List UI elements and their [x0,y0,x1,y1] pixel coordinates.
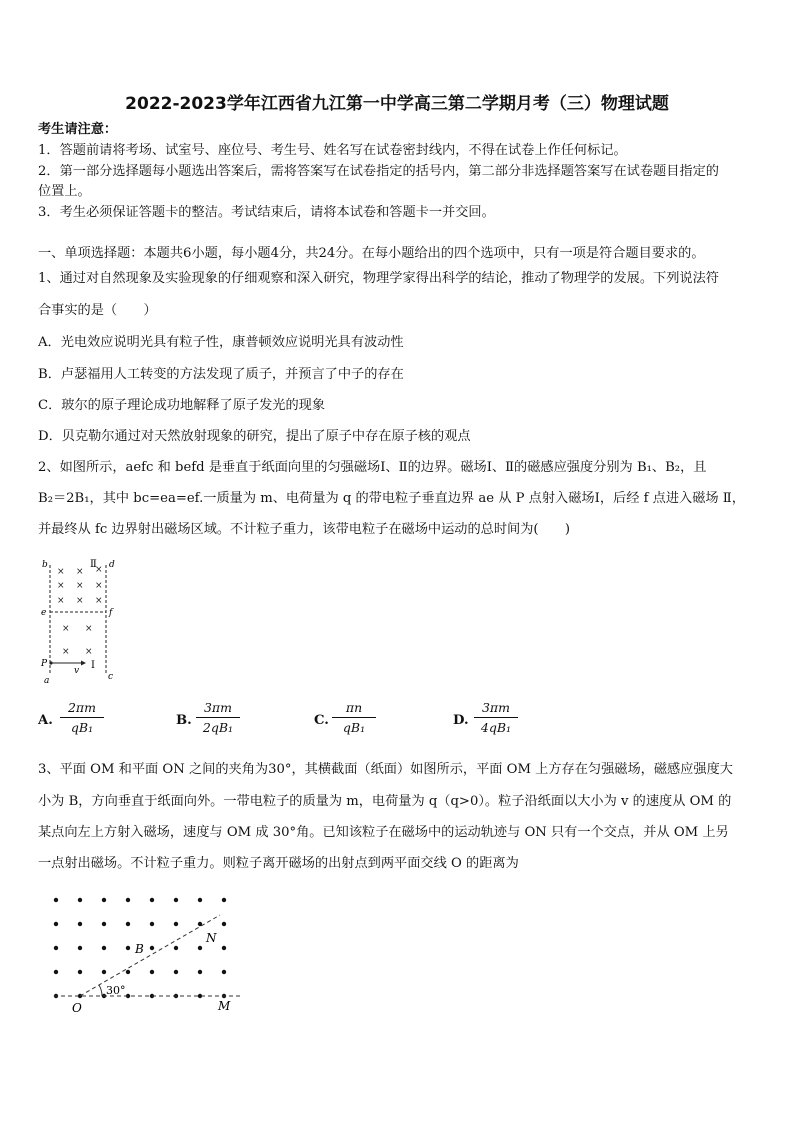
q3-stem-1: 3、平面 OM 和平面 ON 之间的夹角为30°，其横截面（纸面）如图所示，平面 OM 上方存在匀强磁场，磁感应强度大 [38,762,733,777]
q2-arrow-head [81,661,86,666]
q2-option-d-label: D. [453,713,469,728]
q2-stem-3: 并最终从 fc 边界射出磁场区域。不计粒子重力，该带电粒子在磁场中运动的总时间为( ) [38,522,571,537]
q3-field-dot [174,970,178,974]
q2-option-a-den: qB₁ [70,720,94,735]
q3-field-dot [126,946,130,950]
q1-option-b: B．卢瑟福用人工转变的方法发现了质子，并预言了中子的存在 [38,367,404,382]
q3-field-dot [222,946,226,950]
q3-stem-4: 一点射出磁场。不计粒子重力。则粒子离开磁场的出射点到两平面交线 O 的距离为 [38,856,519,871]
q3-field-dot [102,898,106,902]
q3-angle-arc [99,985,102,996]
q3-field-dot [78,898,82,902]
notice-item-3: 3．考生必须保证答题卡的整洁。考试结束后，请将本试卷和答题卡一并交回。 [38,205,495,220]
q3-field-dot [150,946,154,950]
q3-field-dot [174,946,178,950]
q3-field-dot [150,922,154,926]
q2-option-c [332,700,376,735]
q2-option-a-num: 2πm [60,700,104,718]
q1-stem-1: 1、通过对自然现象及实验现象的仔细观察和深入研究，物理学家得出科学的结论，推动了物理学的发展。下列说法符 [38,271,719,286]
notice-item-2: 2．第一部分选择题每小题选出答案后，需将答案写在试卷指定的括号内，第二部分非选择题答案写在试卷题目指定的 [38,164,719,179]
q3-field-dot [222,922,226,926]
q2-option-b-label: B. [176,713,192,728]
q2-option-b [196,700,240,735]
q3-label-o: O [72,1001,82,1015]
q2-label-d: d [109,560,115,570]
q3-field-dot [54,922,58,926]
q2-cross: × [57,581,65,591]
q3-field-dot [174,898,178,902]
q3-label-m: M [218,999,231,1013]
q3-field-dot [102,970,106,974]
q3-field-dot [78,922,82,926]
q3-field-dot [222,898,226,902]
q2-label-b: b [42,560,48,570]
q2-option-d [474,700,518,735]
q2-option-c-den: qB₁ [342,720,366,735]
q3-plane-on [80,915,220,996]
q3-field-dot [78,946,82,950]
q2-cross: × [62,647,70,657]
q2-label-e: e [41,608,47,618]
q3-field-dot [198,970,202,974]
q2-cross: × [57,567,65,577]
q3-field-dot [102,922,106,926]
q2-option-c-num: πn [332,700,376,718]
q2-option-b-num: 3πm [196,700,240,718]
q1-stem-2: 合事实的是（ ） [38,303,157,318]
q2-label-p: P [41,659,48,669]
q2-option-a [60,700,104,735]
q1-option-a: A．光电效应说明光具有粒子性，康普顿效应说明光具有波动性 [38,335,404,350]
q1-option-d: D．贝克勒尔通过对天然放射现象的研究，提出了原子中存在原子核的观点 [38,429,471,444]
q2-label-c: c [108,672,114,682]
q3-field-dot [126,970,130,974]
q3-field-dot [54,970,58,974]
q3-field-dot [54,946,58,950]
q2-cross: × [57,596,65,606]
q3-field-dot [222,970,226,974]
q3-field-dot [102,946,106,950]
q3-field-dot [198,898,202,902]
q2-cross: × [95,596,103,606]
notice-item-1: 1．答题前请将考场、试室号、座位号、考生号、姓名写在试卷密封线内，不得在试卷上作任何标记。 [38,143,627,158]
q2-cross: × [76,581,84,591]
notice-item-2-cont: 位置上。 [38,184,91,199]
q3-field-dot [126,922,130,926]
q3-label-angle: 30° [106,984,126,997]
q3-field-dot [150,898,154,902]
q2-option-a-label: A. [38,713,53,728]
q2-cross: × [85,647,93,657]
q3-stem-3: 某点向左上方射入磁场，速度与 OM 成 30°角。已知该粒子在磁场中的运动轨迹与 ON 只有一个交点，并从 OM 上另 [38,825,729,840]
q2-option-c-label: C. [314,713,329,728]
q3-figure [40,888,250,1016]
q2-cross: × [85,624,93,634]
q2-option-b-den: 2qB₁ [202,720,234,735]
q2-stem-1: 2、如图所示，aefc 和 befd 是垂直于纸面向里的匀强磁场Ⅰ、Ⅱ的边界。磁场Ⅰ、Ⅱ的磁感应强度分别为 B₁、B₂，且 [38,460,707,475]
q3-label-n: N [206,931,217,945]
q3-field-dot [54,898,58,902]
q2-cross: × [62,624,70,634]
q3-field-dot [78,970,82,974]
q2-option-d-num: 3πm [474,700,518,718]
q3-field-dot [174,922,178,926]
q3-field-dot [126,898,130,902]
q2-figure [38,555,128,685]
q2-label-f: f [109,608,113,618]
q2-label-a: a [44,676,50,685]
q2-cross: × [76,567,84,577]
q2-stem-2: B₂＝2B₁，其中 bc=ea=ef.一质量为 m、电荷量为 q 的带电粒子垂直边界 ae 从 P 点射入磁场Ⅰ，后经 f 点进入磁场 Ⅱ， [38,491,745,506]
q3-stem-2: 小为 B，方向垂直于纸面向外。一带电粒子的质量为 m，电荷量为 q（q>0）。粒子沿纸面以大小为 v 的速度从 OM 的 [38,794,732,809]
q3-label-b: B [135,942,144,956]
q2-cross: × [76,596,84,606]
page-title: 2022-2023学年江西省九江第一中学高三第二学期月考（三）物理试题 [125,94,669,114]
q2-cross: × [95,565,103,575]
section-heading: 一、单项选择题：本题共6小题，每小题4分，共24分。在每小题给出的四个选项中，只有一项是符合题目要求的。 [38,246,705,261]
q2-label-region2: Ⅱ [90,559,97,570]
q2-label-region1: Ⅰ [91,660,95,671]
q1-option-c: C．玻尔的原子理论成功地解释了原子发光的现象 [38,398,326,413]
q2-option-d-den: 4qB₁ [480,720,512,735]
q3-field-dot [198,946,202,950]
q2-cross: × [95,581,103,591]
q3-field-dot [150,970,154,974]
q2-label-v: v [74,666,80,676]
notice-heading: 考生请注意： [38,122,118,137]
